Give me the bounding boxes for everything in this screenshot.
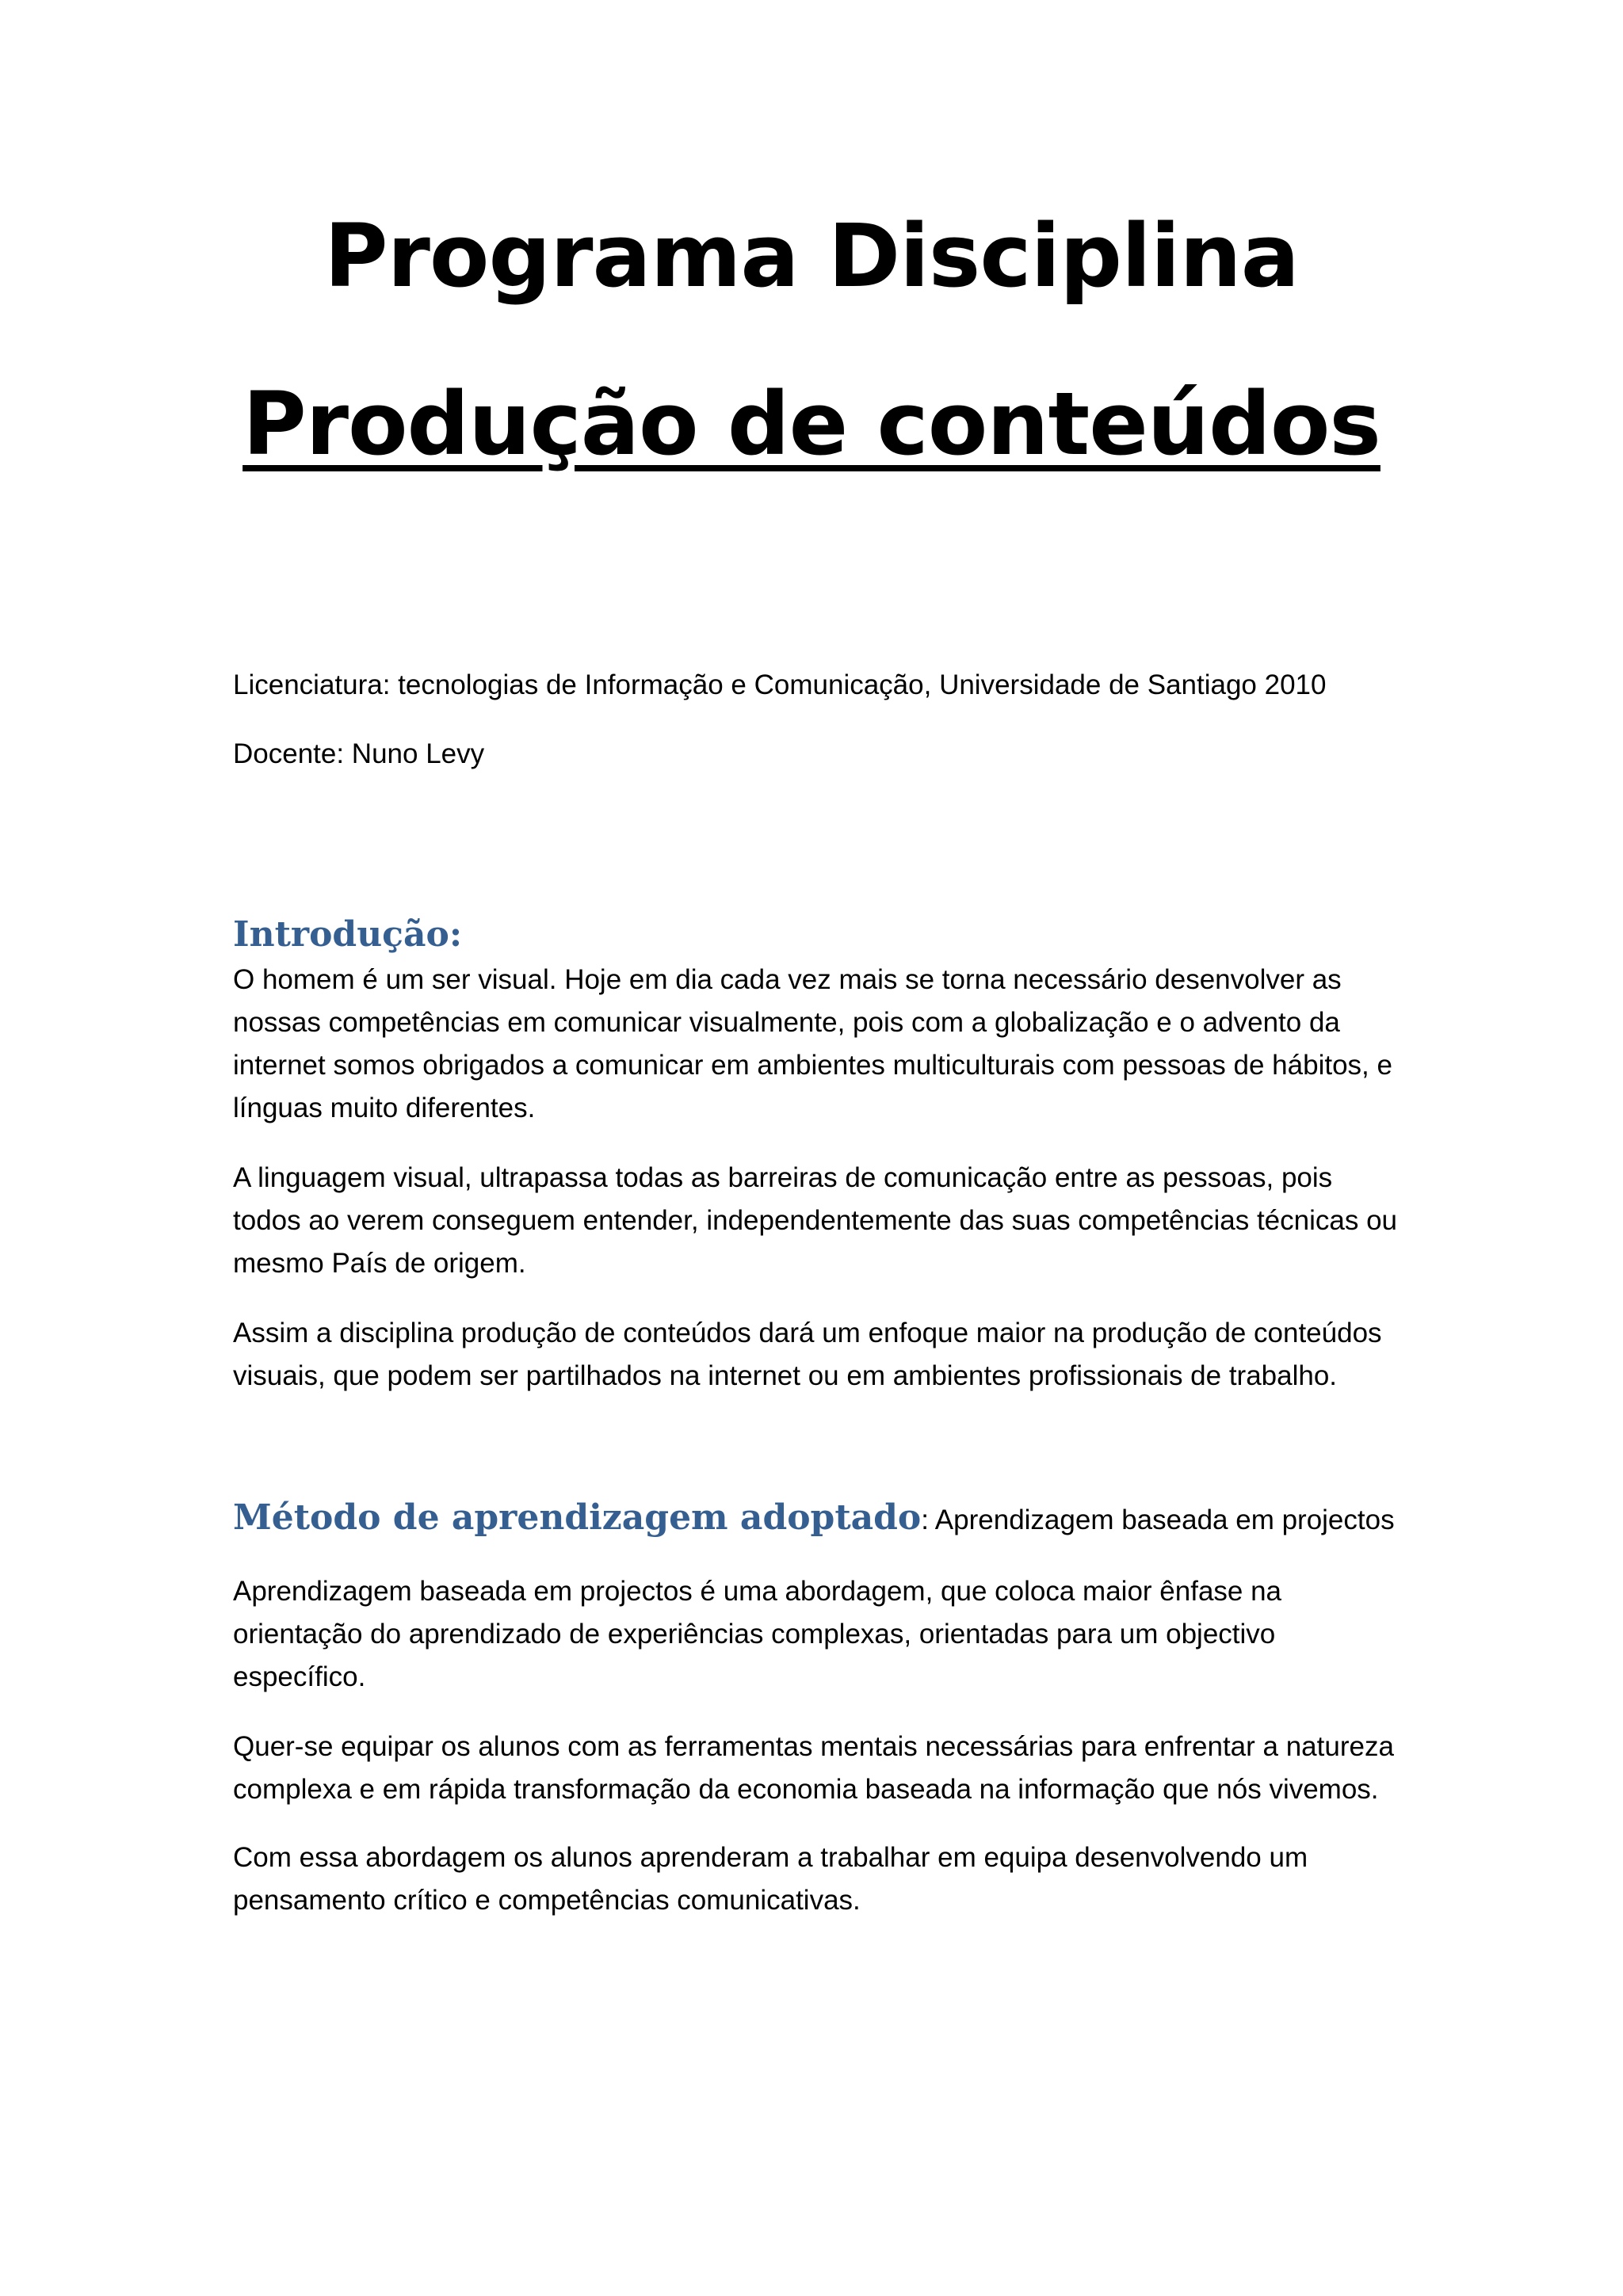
introduction-paragraph-3: Assim a disciplina produção de conteúdos dará um enfoque maior na produção de conteúdos visuais, que podem ser partilhados na internet ou em ambientes profissionais de trabalho. <box>233 1318 1382 1391</box>
introduction-paragraph-2: A linguagem visual, ultrapassa todas as barreiras de comunicação entre as pessoas, pois todos ao verem conseguem entender, independentemente das suas competências técnicas ou mesmo País de origem. <box>233 1162 1398 1279</box>
method-paragraph-2: Quer-se equipar os alunos com as ferramentas mentais necessárias para enfrentar a natureza complexa e em rápida transformação da economia baseada na informação que nós vivemos. <box>233 1731 1394 1805</box>
degree-line: Licenciatura: tecnologias de Informação e Comunicação, Universidade de Santiago 2010 <box>233 669 1327 700</box>
document-title-underlined: Produção de conteúdos <box>242 373 1381 475</box>
document-title-line-1: Programa Disciplina <box>324 205 1299 307</box>
document-title-line-2 <box>0 373 1623 475</box>
introduction-paragraph-1: O homem é um ser visual. Hoje em dia cada vez mais se torna necessário desenvolver as nossas competências em comunicar visualmente, pois com a globalização e o advento da internet somos obrigados a comunicar em ambientes multiculturais com pessoas de hábitos, e línguas muito diferentes. <box>233 964 1392 1123</box>
method-paragraph-1: Aprendizagem baseada em projectos é uma abordagem, que coloca maior ênfase na orientação do aprendizado de experiências complexas, orientadas para um objectivo específico. <box>233 1576 1282 1692</box>
teacher-line: Docente: Nuno Levy <box>233 738 485 769</box>
method-heading-row <box>233 1494 1398 1542</box>
introduction-heading: Introdução: <box>233 914 463 955</box>
method-paragraph-3: Com essa abordagem os alunos aprenderam a trabalhar em equipa desenvolvendo um pensamento crítico e competências comunicativas. <box>233 1842 1308 1916</box>
method-heading-suffix: : Aprendizagem baseada em projectos <box>921 1505 1395 1535</box>
method-heading: Método de aprendizagem adoptado <box>233 1497 922 1538</box>
